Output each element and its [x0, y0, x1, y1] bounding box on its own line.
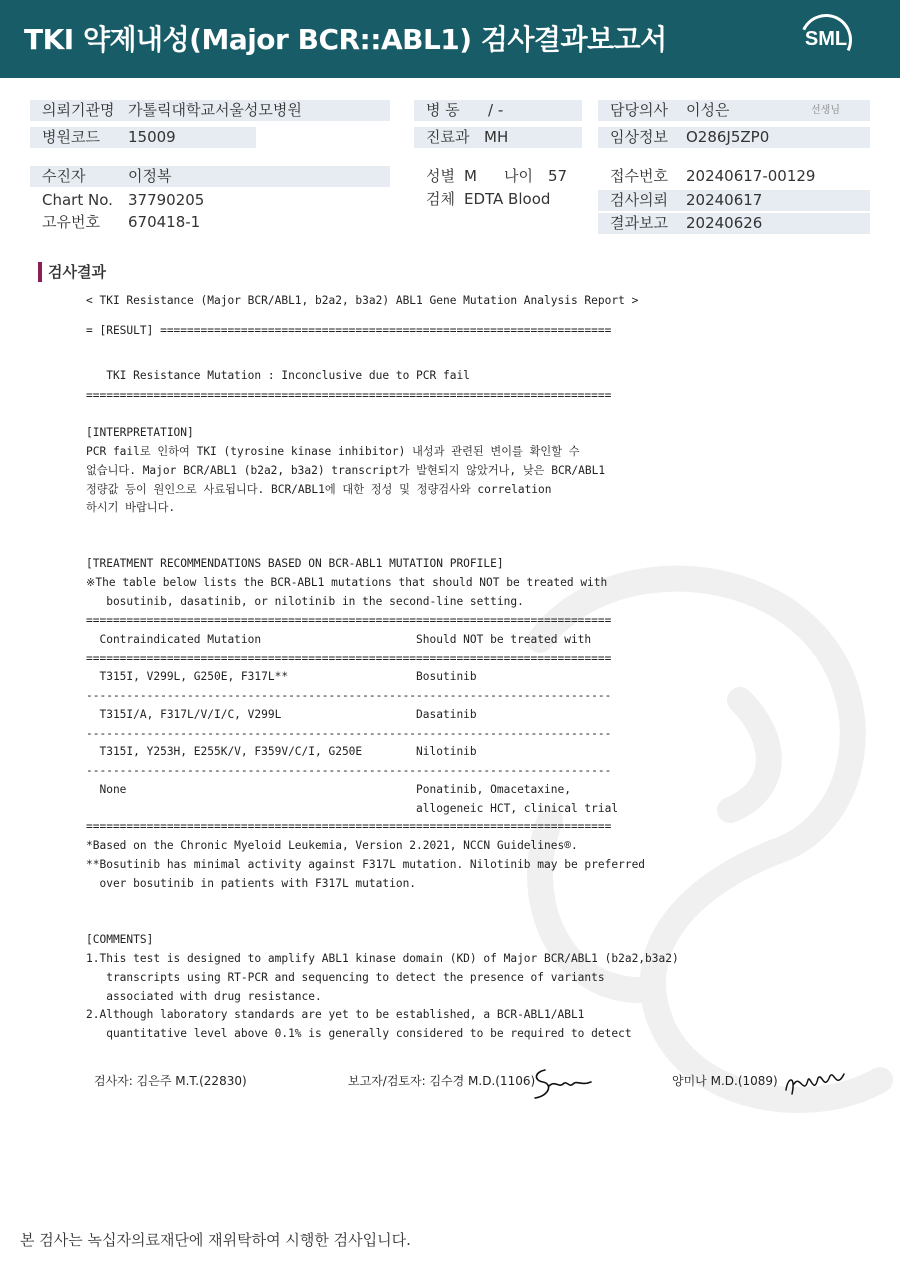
department-field: 진료과 MH — [414, 127, 582, 148]
report-line: T315I, Y253H, E255K/V, F359V/C/I, G250E Nilotinib — [86, 745, 477, 758]
report-line: Contraindicated Mutation Should NOT be treated with — [86, 633, 592, 646]
report-line: TKI Resistance Mutation : Inconclusive due to PCR fail — [86, 369, 470, 382]
report-line: 1.This test is designed to amplify ABL1 kinase domain (KD) of Major BCR/ABL1 (b2a2,b3a2) — [86, 952, 679, 965]
third-handwritten-signature — [782, 1066, 848, 1102]
clinical-info-field: 임상정보 O286J5ZP0 — [598, 127, 870, 148]
receipt-no-field: 접수번호 20240617-00129 — [610, 167, 816, 185]
logo-text: SML — [804, 28, 848, 50]
sml-logo — [800, 14, 852, 66]
specimen-field: 검체 EDTA Blood — [426, 190, 551, 208]
report-line: PCR fail로 인하여 TKI (tyrosine kinase inhibitor) 내성과 관련된 변이를 확인할 수 — [86, 445, 580, 458]
report-line: bosutinib, dasatinib, or nilotinib in the second-line setting. — [86, 595, 524, 608]
report-line: 하시기 바랍니다. — [86, 501, 176, 514]
ward-field: 병 동 / - — [414, 100, 582, 121]
report-header — [0, 0, 900, 78]
report-date-field: 결과보고 20240626 — [598, 213, 870, 234]
report-line: ------------------------------------------------------------------------------ — [86, 689, 612, 702]
report-line: 없습니다. Major BCR/ABL1 (b2a2, b3a2) transcript가 발현되지 않았거나, 낮은 BCR/ABL1 — [86, 464, 606, 477]
report-line: ※The table below lists the BCR-ABL1 mutations that should NOT be treated with — [86, 576, 608, 589]
section-title: 검사결과 — [38, 262, 106, 282]
report-line: ============================================================================== — [86, 820, 612, 833]
third-signature-label: 양미나 M.D.(1089) — [672, 1074, 778, 1088]
doctor-honorific: 선생님 — [811, 105, 840, 116]
report-line: over bosutinib in patients with F317L mutation. — [86, 877, 417, 890]
chart-no-field: Chart No. 37790205 — [42, 191, 205, 209]
report-line: *Based on the Chronic Myeloid Leukemia, Version 2.2021, NCCN Guidelines®. — [86, 839, 578, 852]
report-line: T315I, V299L, G250E, F317L** Bosutinib — [86, 670, 477, 683]
report-line: 2.Although laboratory standards are yet to be established, a BCR-ABL1/ABL1 — [86, 1008, 585, 1021]
report-line: [INTERPRETATION] — [86, 426, 194, 439]
report-line: ============================================================================== — [86, 389, 612, 402]
report-line: [TREATMENT RECOMMENDATIONS BASED ON BCR-ABL1 MUTATION PROFILE] — [86, 557, 504, 570]
report-line: [COMMENTS] — [86, 933, 154, 946]
report-line: = [RESULT] =================================================================== — [86, 324, 612, 337]
report-line: ------------------------------------------------------------------------------ — [86, 764, 612, 777]
report-line: ------------------------------------------------------------------------------ — [86, 727, 612, 740]
patient-field: 수진자 이정복 — [30, 166, 390, 187]
report-line: associated with drug resistance. — [86, 990, 322, 1003]
report-line: None Ponatinib, Omacetaxine, — [86, 783, 571, 796]
institution-field: 의뢰기관명 가톨릭대학교서울성모병원 — [30, 100, 390, 121]
report-line: T315I/A, F317L/V/I/C, V299L Dasatinib — [86, 708, 477, 721]
report-line: **Bosutinib has minimal activity against F317L mutation. Nilotinib may be preferred — [86, 858, 646, 871]
report-line: quantitative level above 0.1% is generally considered to be required to detect — [86, 1027, 632, 1040]
footer-note: 본 검사는 녹십자의료재단에 재위탁하여 시행한 검사입니다. — [20, 1231, 411, 1249]
tester-signature-label: 검사자: 김은주 M.T.(22830) — [94, 1074, 247, 1088]
reviewer-signature-label: 보고자/검토자: 김수경 M.D.(1106) — [348, 1074, 536, 1088]
report-line: transcripts using RT-PCR and sequencing to detect the presence of variants — [86, 971, 605, 984]
report-line: allogeneic HCT, clinical trial — [86, 802, 619, 815]
report-line: ============================================================================== — [86, 614, 612, 627]
report-line: < TKI Resistance (Major BCR/ABL1, b2a2, b3a2) ABL1 Gene Mutation Analysis Report > — [86, 294, 639, 307]
report-line: ============================================================================== — [86, 652, 612, 665]
doctor-field: 담당의사 이성은 선생님 — [598, 100, 870, 121]
report-title: TKI 약제내성(Major BCR::ABL1) 검사결과보고서 — [24, 23, 667, 56]
hospital-code-field: 병원코드 15009 — [30, 127, 256, 148]
request-date-field: 검사의뢰 20240617 — [598, 190, 870, 211]
report-line: 정량값 등이 원인으로 사료됩니다. BCR/ABL1에 대한 정성 및 정량검사와 correlation — [86, 483, 552, 496]
sex-age-field: 성별 M 나이 57 — [426, 167, 568, 185]
reviewer-handwritten-signature — [527, 1064, 597, 1104]
unique-no-field: 고유번호 670418-1 — [42, 213, 201, 231]
